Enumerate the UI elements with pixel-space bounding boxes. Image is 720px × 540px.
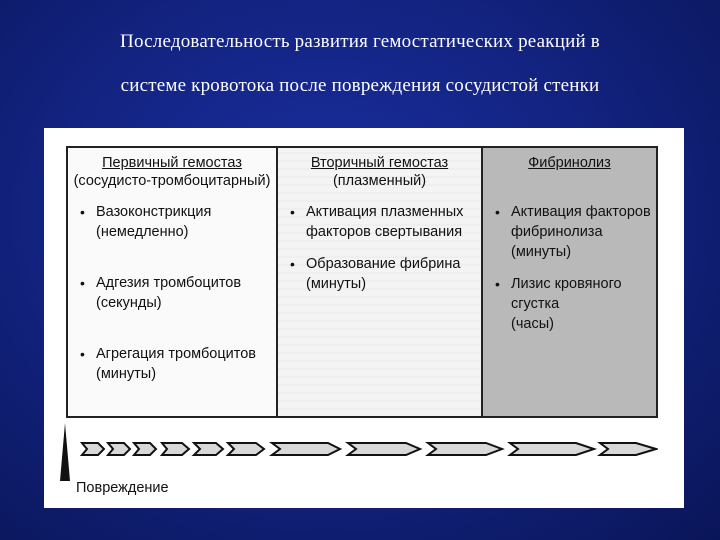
item-text: Активация плазменных [306,204,464,220]
list-item [278,202,481,242]
timeline-arrows-icon [66,440,658,458]
item-text: Образование фибрина [306,256,461,272]
arrow-chevron-icon [428,443,502,455]
column-heading: Первичный гемостаз [102,155,242,171]
column-heading: Вторичный гемостаз [310,155,449,171]
item-text: Вазоконстрикция [96,204,212,220]
column-heading: Фибринолиз [528,155,611,171]
item-detail: (немедленно) [96,224,189,240]
column-fibrinolysis [483,148,656,416]
list-item [483,202,656,262]
bullet-icon: • [80,204,85,220]
column-items [68,202,276,415]
column-header [483,148,656,172]
arrow-chevron-icon [162,443,189,455]
item-text: Агрегация тромбоцитов [96,346,257,362]
column-header [68,148,276,190]
injury-label: Повреждение [76,480,169,496]
column-items [483,202,656,346]
arrow-chevron-icon [134,443,156,455]
bullet-icon: • [495,276,500,292]
arrow-chevron-icon [82,443,104,455]
arrow-chevron-icon [108,443,130,455]
item-text: Лизис кровяного [511,276,622,292]
arrow-chevron-icon [348,443,420,455]
title-line-2: системе кровотока после повреждения сосудистой стенки [120,75,600,96]
bullet-icon: • [80,346,85,362]
column-subheading: (сосудисто-тромбоцитарный) [73,173,271,189]
bullet-icon: • [290,204,295,220]
column-subheading: (плазменный) [332,173,427,189]
arrow-chevron-icon [228,443,264,455]
hemostasis-figure [44,128,684,508]
arrow-chevron-icon [600,443,656,455]
item-text: Адгезия тромбоцитов [96,275,242,291]
item-detail: фибринолиза [511,224,603,240]
item-text: Активация факторов [511,204,651,220]
list-item [68,344,276,384]
timeline-arrows [66,440,658,458]
bullet-icon: • [495,204,500,220]
arrow-chevron-icon [510,443,594,455]
item-detail-2: (минуты) [511,244,572,260]
item-detail: (минуты) [306,276,367,292]
column-items [278,202,481,306]
title-line-1: Последовательность развития гемостатических реакций в [120,31,600,52]
bullet-icon: • [290,256,295,272]
column-primary-hemostasis [68,148,278,416]
column-secondary-hemostasis [278,148,483,416]
arrow-chevron-icon [194,443,223,455]
bullet-icon: • [80,275,85,291]
phases-table [66,146,658,418]
list-item [68,202,276,242]
item-detail: (минуты) [96,366,157,382]
column-header [278,148,481,190]
list-item [483,274,656,334]
item-detail: (секунды) [96,295,162,311]
item-detail: факторов свертывания [306,224,463,240]
item-detail: сгустка [511,296,560,312]
list-item [278,254,481,294]
slide-title [20,20,700,108]
item-detail-2: (часы) [511,316,554,332]
list-item [68,273,276,313]
arrow-chevron-icon [272,443,340,455]
